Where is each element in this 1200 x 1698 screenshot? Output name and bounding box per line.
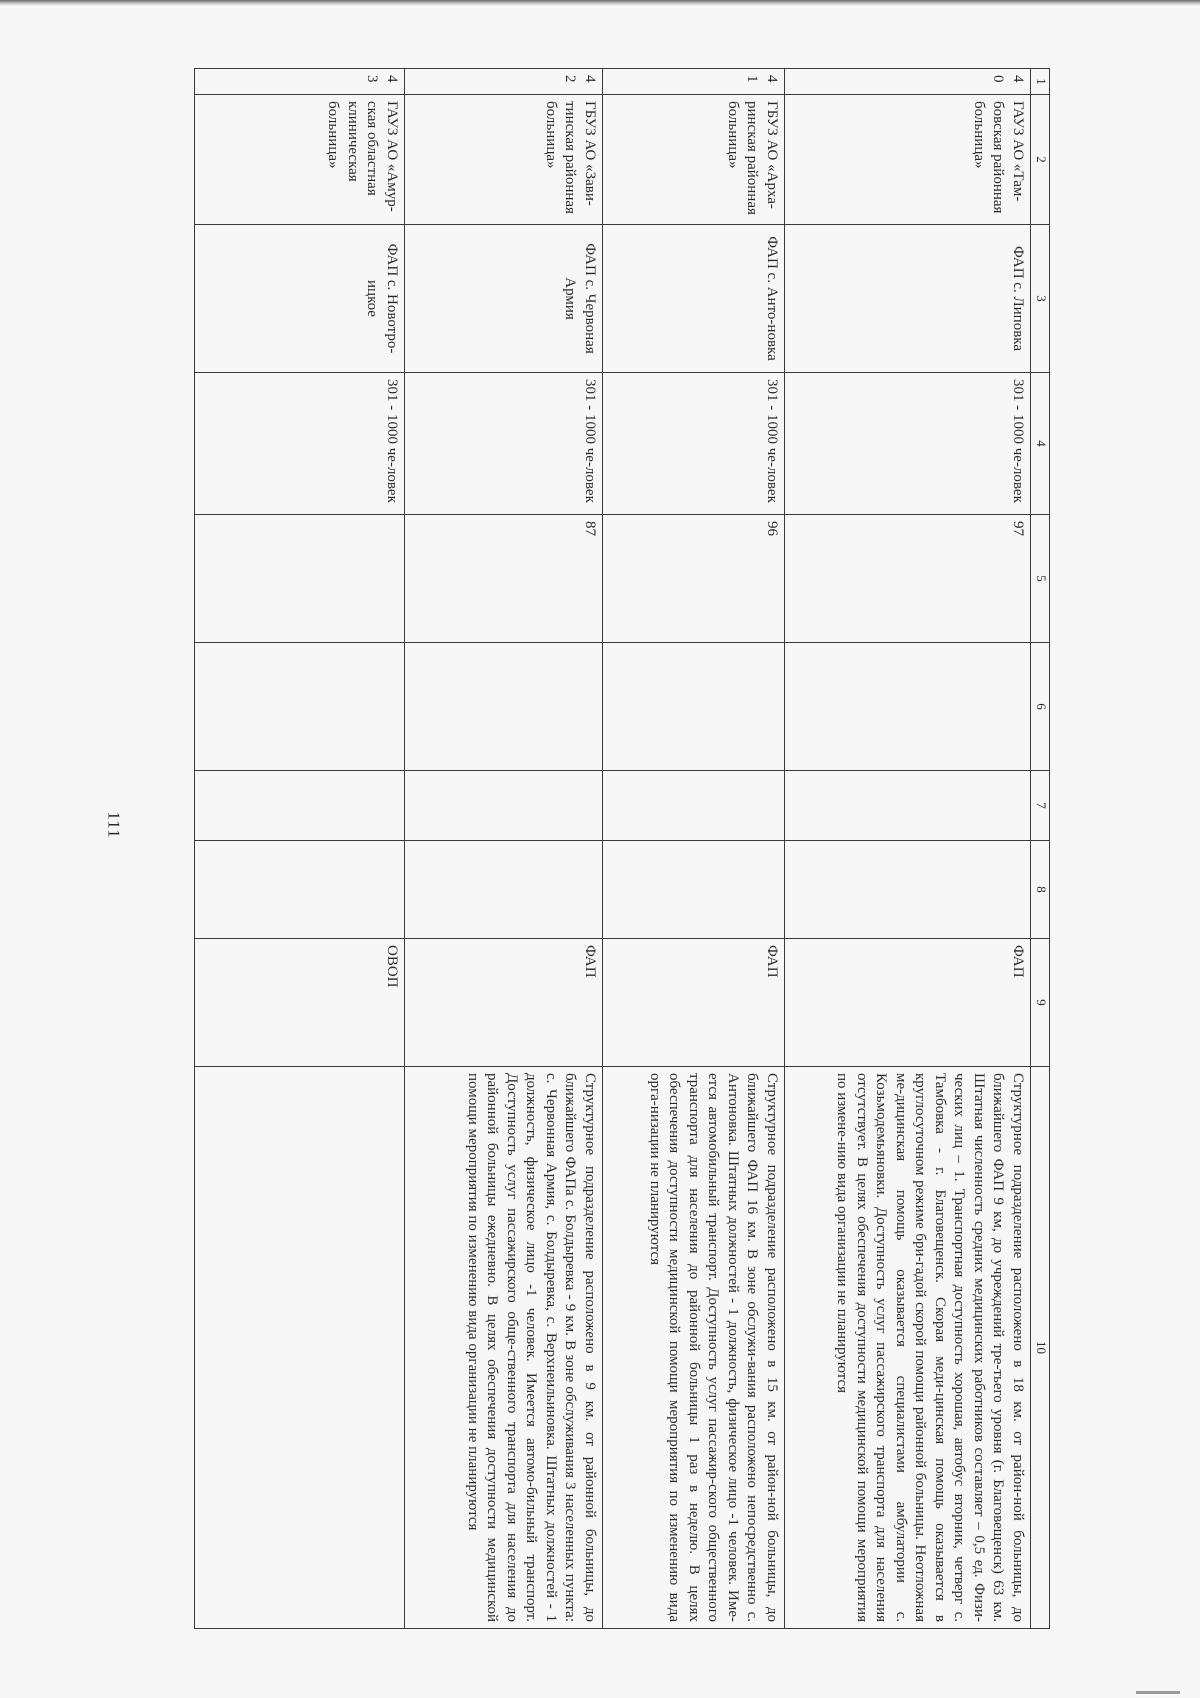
value-cell xyxy=(195,515,405,643)
empty-cell xyxy=(195,771,405,841)
unit-name-cell: ФАП с. Анто-новка xyxy=(603,225,785,373)
empty-cell xyxy=(785,771,1031,841)
row-number-cell: 42 xyxy=(405,69,603,95)
empty-cell xyxy=(405,841,603,939)
row-number-cell: 41 xyxy=(603,69,785,95)
unit-type-cell: ФАП xyxy=(405,939,603,1067)
unit-name-cell: ФАП с. Новотро-ицкое xyxy=(195,225,405,373)
organization-cell: ГБУЗ АО «Арха-ринская районная больница» xyxy=(603,95,785,225)
organization-cell: ГАУЗ АО «Там-бовская районная больница» xyxy=(785,95,1031,225)
empty-cell xyxy=(785,841,1031,939)
table-container xyxy=(194,68,1050,1628)
organization-cell: ГБУЗ АО «Зави-тинская районная больница» xyxy=(405,95,603,225)
value-cell: 87 xyxy=(405,515,603,643)
header-cell: 1 xyxy=(1031,69,1050,95)
description-cell xyxy=(195,1067,405,1629)
header-cell: 5 xyxy=(1031,515,1050,643)
unit-type-cell: ОВОП xyxy=(195,939,405,1067)
population-cell: 301 - 1000 че-ловек xyxy=(603,373,785,515)
empty-cell xyxy=(195,643,405,771)
header-cell: 2 xyxy=(1031,95,1050,225)
header-cell: 7 xyxy=(1031,771,1050,841)
description-cell: Структурное подразделение расположено в 18 км. от район-ной больницы, до ближайшего ФАП 9 км, до учреждений тре-тьего уровня (г. Благовещенск) 63 км. Штатная численность средних медицинских работников составляет – 0,5 ед. Физи-ческих лиц – 1. Транспортная доступность хорошая, автобус вторник, четверг с. Тамбовка - г. Благовещенск. Скорая меди-цинская помощь оказывается в круглосуточном режиме бри-гадой скорой помощи районной больницы. Неотложная ме-дицинская помощь оказывается специалистами амбулатории с. Козьмодемьяновки. Доступность услуг пассажирского транспорта для населения отсутствует. В целях обеспечения доступности медицинской помощи мероприятия по измене-нию вида организации не планируются xyxy=(785,1067,1031,1629)
data-table xyxy=(194,68,1050,1629)
unit-name-cell: ФАП с. Червоная Армия xyxy=(405,225,603,373)
population-cell: 301 - 1000 че-ловек xyxy=(195,373,405,515)
empty-cell xyxy=(603,643,785,771)
description-cell: Структурное подразделение расположено в 9 км. от районной больницы, до ближайшего ФАПа с. Болдыревка - 9 км. В зоне обслуживания 3 населенных пункта: с. Червонная Армия, с. Болдыревка, с. Верхнеильиновка. Штатных должностей - 1 должность, физическое лицо -1 человек. Имеется автомо-бильный транспорт. Доступность услуг пассажирского обще-ственного транспорта для населения до районной больницы ежедневно. В целях обеспечения доступности медицинской помощи мероприятия по изменению вида организации не планируются xyxy=(405,1067,603,1629)
scan-artifact xyxy=(1136,1691,1180,1694)
header-cell: 10 xyxy=(1031,1067,1050,1629)
population-cell: 301 - 1000 че-ловек xyxy=(785,373,1031,515)
empty-cell xyxy=(405,643,603,771)
unit-type-cell: ФАП xyxy=(785,939,1031,1067)
row-number-cell: 40 xyxy=(785,69,1031,95)
empty-cell xyxy=(603,841,785,939)
empty-cell xyxy=(405,771,603,841)
header-cell: 9 xyxy=(1031,939,1050,1067)
table-row xyxy=(603,69,785,1629)
organization-cell: ГАУЗ АО «Амур-ская областная клиническая больница» xyxy=(195,95,405,225)
empty-cell xyxy=(603,771,785,841)
empty-cell xyxy=(195,841,405,939)
population-cell: 301 - 1000 че-ловек xyxy=(405,373,603,515)
header-cell: 6 xyxy=(1031,643,1050,771)
row-number-cell: 43 xyxy=(195,69,405,95)
value-cell: 96 xyxy=(603,515,785,643)
scan-top-edge xyxy=(0,0,1200,6)
table-header-row xyxy=(1031,69,1050,1629)
value-cell: 97 xyxy=(785,515,1031,643)
header-cell: 3 xyxy=(1031,225,1050,373)
unit-name-cell: ФАП с. Липовка xyxy=(785,225,1031,373)
table-row xyxy=(405,69,603,1629)
table-row xyxy=(195,69,405,1629)
unit-type-cell: ФАП xyxy=(603,939,785,1067)
header-cell: 8 xyxy=(1031,841,1050,939)
empty-cell xyxy=(785,643,1031,771)
page-number: 111 xyxy=(104,811,124,839)
header-cell: 4 xyxy=(1031,373,1050,515)
table-row xyxy=(785,69,1031,1629)
description-cell: Структурное подразделение расположено в 15 км. от район-ной больницы, до ближайшего ФАП 16 км. В зоне обслужи-вания расположено непосредственно с. Антоновка. Штатных должностей - 1 должность, физическое лицо -1 человек. Име-ется автомобильный транспорт. Доступность услуг пассажир-ского общественного транспорта для населения до районной больницы 1 раз в неделю. В целях обеспечения доступности медицинской помощи мероприятия по изменению вида орга-низации не планируются xyxy=(603,1067,785,1629)
